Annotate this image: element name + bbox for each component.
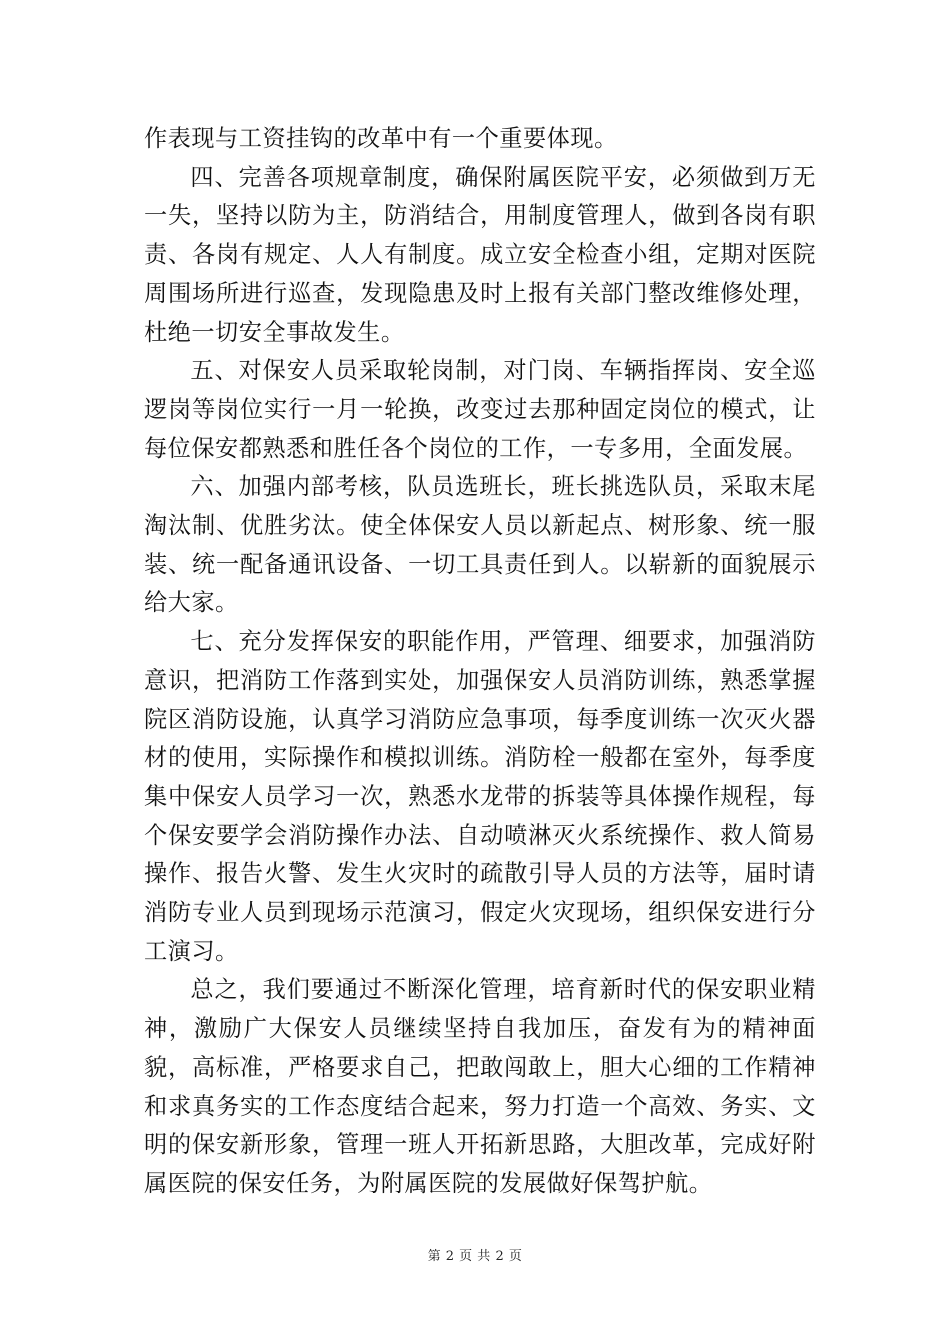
paragraph-continuation: 作表现与工资挂钩的改革中有一个重要体现。	[144, 125, 618, 152]
paragraph-item-5: 五、对保安人员采取轮岗制，对门岗、车辆指挥岗、安全巡逻岗等岗位实行一月一轮换，改变过去那种固定岗位的模式，让每位保安都熟悉和胜任各个岗位的工作，一专多用，全面发展。	[144, 357, 816, 462]
paragraph-item-4: 四、完善各项规章制度，确保附属医院平安，必须做到万无一失，坚持以防为主，防消结合，用制度管理人，做到各岗有职责、各岗有规定、人人有制度。成立安全检查小组，定期对医院周围场所进行巡查，发现隐患及时上报有关部门整改维修处理，杜绝一切安全事故发生。	[144, 163, 816, 346]
paragraph-item-7: 七、充分发挥保安的职能作用，严管理、细要求，加强消防意识，把消防工作落到实处，加强保安人员消防训练，熟悉掌握院区消防设施，认真学习消防应急事项，每季度训练一次灭火器材的使用，实际操作和模拟训练。消防栓一般都在室外，每季度集中保安人员学习一次，熟悉水龙带的拆装等具体操作规程，每个保安要学会消防操作办法、自动喷淋灭火系统操作、救人简易操作、报告火警、发生火灾时的疏散引导人员的方法等，届时请消防专业人员到现场示范演习，假定火灾现场，组织保安进行分工演习。	[144, 628, 816, 965]
paragraph-item-6: 六、加强内部考核，队员选班长，班长挑选队员，采取末尾淘汰制、优胜劣汰。使全体保安人员以新起点、树形象、统一服装、统一配备通讯设备、一切工具责任到人。以崭新的面貌展示给大家。	[144, 473, 816, 617]
document-body	[144, 120, 816, 1204]
page-number-footer: 第 2 页 共 2 页	[427, 1249, 523, 1264]
paragraph-conclusion: 总之，我们要通过不断深化管理，培育新时代的保安职业精神，激励广大保安人员继续坚持自我加压，奋发有为的精神面貌，高标准，严格要求自己，把敢闯敢上，胆大心细的工作精神和求真务实的工作态度结合起来，努力打造一个高效、务实、文明的保安新形象，管理一班人开拓新思路，大胆改革，完成好附属医院的保安任务，为附属医院的发展做好保驾护航。	[144, 976, 816, 1197]
